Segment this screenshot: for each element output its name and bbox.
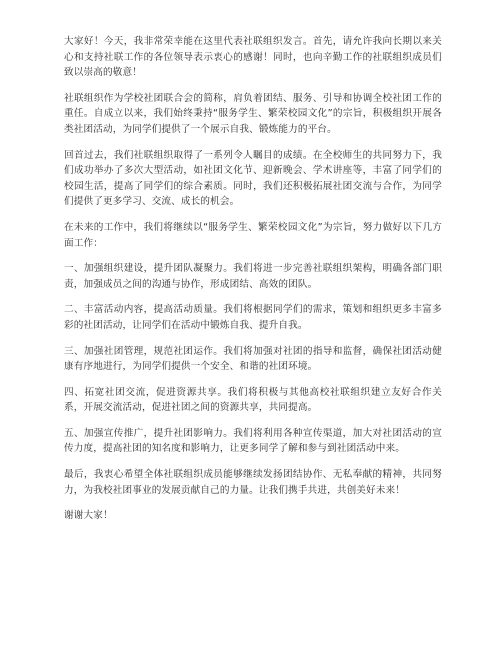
paragraph-thanks: 谢谢大家！ <box>64 510 113 522</box>
paragraph-introduction: 社联组织作为学校社团联合会的简称，肩负着团结、服务、引导和协调全校社团工作的重任。自成立以来，我们始终秉持“服务学生、繁荣校园文化”的宗旨，积极组织开展各类社团活动，为同学们提供了一个展示自我、锻炼能力的平台。 <box>64 92 442 135</box>
paragraph-closing: 最后，我衷心希望全体社联组织成员能够继续发扬团结协作、无私奉献的精神，共同努力，为我校社团事业的发展贡献自己的力量。让我们携手共进，共创美好未来！ <box>64 469 442 496</box>
paragraph-greeting: 大家好！今天，我非常荣幸能在这里代表社联组织发言。首先，请允许我向长期以来关心和支持社联工作的各位领导表示衷心的感谢！同时，也向辛勤工作的社联组织成员们致以崇高的敬意！ <box>64 36 442 79</box>
paragraph-item-5: 五、加强宣传推广，提升社团影响力。我们将利用各种宣传渠道，加大对社团活动的宣传力度，提高社团的知名度和影响力，让更多同学了解和参与到社团活动中来。 <box>64 427 442 455</box>
paragraph-item-4: 四、拓宽社团交流，促进资源共享。我们将积极与其他高校社联组织建立友好合作关系，开展交流活动，促进社团之间的资源共享，共同提高。 <box>64 386 442 414</box>
document-body <box>64 34 442 534</box>
paragraph-item-3: 三、加强社团管理，规范社团运作。我们将加强对社团的指导和监督，确保社团活动健康有序地进行，为同学们提供一个安全、和谐的社团环境。 <box>64 345 442 373</box>
paragraph-item-2: 二、丰富活动内容，提高活动质量。我们将根据同学们的需求，策划和组织更多丰富多彩的社团活动，让同学们在活动中锻炼自我、提升自我。 <box>64 304 442 331</box>
paragraph-future-plan: 在未来的工作中，我们将继续以“服务学生、繁荣校园文化”为宗旨，努力做好以下几方面工作： <box>64 221 442 249</box>
paragraph-achievements: 回首过去，我们社联组织取得了一系列令人瞩目的成绩。在全校师生的共同努力下，我们成功举办了多次大型活动，如社团文化节、迎新晚会、学术讲座等，丰富了同学们的校园生活，提高了同学们的综合素质。同时，我们还积极拓展社团交流与合作，为同学们提供了更多学习、交流、成长的机会。 <box>64 149 442 208</box>
paragraph-item-1: 一、加强组织建设，提升团队凝聚力。我们将进一步完善社联组织架构，明确各部门职责，加强成员之间的沟通与协作，形成团结、高效的团队。 <box>64 263 442 290</box>
